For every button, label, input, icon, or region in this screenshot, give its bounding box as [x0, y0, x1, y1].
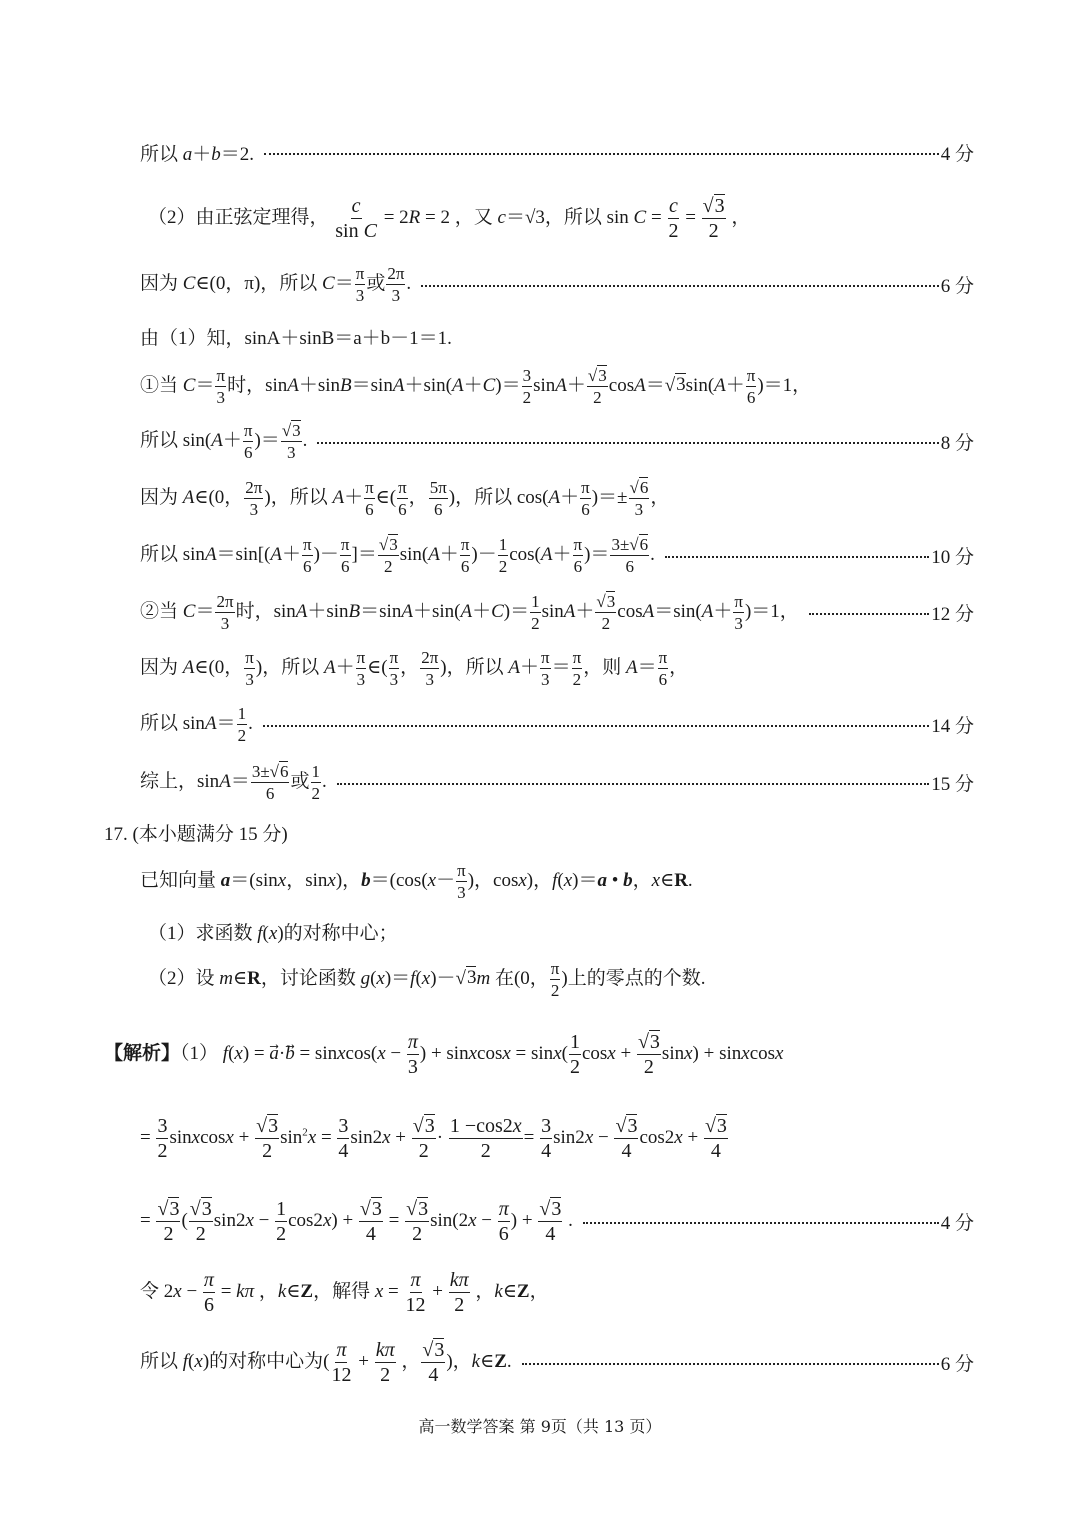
answer-line-5 — [140, 358, 974, 414]
score-label: 12 分 — [931, 603, 974, 625]
dot-leader — [809, 613, 929, 615]
answer-line-4 — [140, 308, 974, 364]
line-text: （2）设 m∈R，讨论函数 g(x)＝f(x)－√3m 在(0， $\frac{\pi}{2}$ )上的零点的个数. — [148, 958, 706, 1000]
score-label: 6 分 — [940, 1353, 974, 1375]
dot-leader — [583, 1222, 939, 1224]
question-statement — [140, 853, 974, 909]
dot-leader — [522, 1363, 939, 1365]
score-label: 10 分 — [931, 546, 974, 568]
line-text: ①当 C＝ $\frac{\pi}{3}$ 时，sinA＋sinB＝sinA＋sin(A＋C)＝ $\frac{3}{2}$ sinA＋ $\frac{√3}{2}$ cosA＝√3sin(A＋ $\frac{\pi}{6}$ )＝1， — [140, 365, 812, 407]
answer-line-7 — [140, 470, 974, 526]
solution-line-5 — [140, 1334, 974, 1390]
page-footer: 高一数学答案 第 9页（共 13 页） — [418, 1417, 662, 1436]
solution-line-3 — [140, 1193, 974, 1249]
answer-line-9 — [140, 584, 974, 640]
line-text: 因为 C∈(0，π)，所以 C＝ $\frac{\pi}{3}$ 或 $\frac{2\pi}{3}$ . — [140, 263, 412, 305]
solution-line-1 — [104, 1026, 974, 1082]
answer-line-2 — [148, 190, 974, 246]
question-part-2 — [148, 951, 974, 1007]
solution-line-2 — [140, 1110, 974, 1166]
dot-leader — [337, 783, 929, 785]
answer-line-10 — [140, 640, 974, 696]
line-text: 所以 a＋b＝2. — [140, 143, 255, 165]
answer-line-1 — [140, 124, 974, 180]
line-text: （1）求函数 f(x)的对称中心； — [148, 922, 398, 944]
answer-line-8 — [140, 527, 974, 583]
dot-leader — [263, 725, 929, 727]
line-text: 由（1）知，sinA＋sinB＝a＋b－1＝1. — [140, 327, 452, 349]
line-text: = $\frac{√3}{2}$ ( $\frac{√3}{2}$ sin2x − $\frac{1}{2}$ cos2x) + $\frac{√3}{4}$ = $\frac{√3}{2}$ sin(2x − $\frac{\pi}{6}$ ) + $\frac{√3}{4}$ . — [140, 1197, 573, 1245]
answer-line-12 — [140, 754, 974, 810]
line-text: （2）由正弦定理得， $\frac{c}{\text{sin C}}$ = 2R = 2 ，又 c＝√3，所以 sin C = $\frac{c}{2}$ = $\frac{√3}{2}$ ， — [148, 194, 751, 242]
answer-line-3 — [140, 256, 974, 312]
dot-leader — [264, 153, 939, 155]
question-heading — [104, 804, 974, 860]
line-text: 17. (本小题满分 15 分) — [104, 823, 288, 845]
score-label: 8 分 — [940, 432, 974, 454]
score-label: 15 分 — [931, 773, 974, 795]
score-label: 4 分 — [940, 1212, 974, 1234]
score-label: 6 分 — [940, 275, 974, 297]
line-text: 令 2x − $\frac{\pi}{6}$ = kπ ，k∈Z，解得 x = $\frac{\pi}{12}$ + $\frac{k\pi}{2}$ ，k∈Z， — [140, 1268, 549, 1316]
line-text: 所以 sinA＝sin[(A＋ $\frac{\pi}{6}$ )－ $\frac{\pi}{6}$ ]＝ $\frac{√3}{2}$ sin(A＋ $\frac{\pi}{6}$ )－ $\frac{1}{2}$ cos(A＋ $\frac{\pi}{6}$ )＝ $\frac{3\pm√6}{6}$ . — [140, 534, 655, 576]
line-text: 所以 f(x)的对称中心为( $\frac{\pi}{12}$ + $\frac{k\pi}{2}$ ， $\frac{√3}{4}$ )，k∈Z. — [140, 1338, 512, 1386]
dot-leader — [421, 285, 939, 287]
dot-leader — [317, 442, 938, 444]
line-text: 综上，sinA＝ $\frac{3\pm√6}{6}$ 或 $\frac{1}{2}$ . — [140, 761, 327, 803]
line-text: 因为 A∈(0， $\frac{2\pi}{3}$ )，所以 A＋ $\frac{\pi}{6}$ ∈( $\frac{\pi}{6}$ ， $\frac{5\pi}{6}$ )，所以 cos(A＋ $\frac{\pi}{6}$ )＝± $\frac{√6}{3}$ ， — [140, 477, 670, 519]
line-text: ②当 C＝ $\frac{2\pi}{3}$ 时，sinA＋sinB＝sinA＋sin(A＋C)＝ $\frac{1}{2}$ sinA＋ $\frac{√3}{2}$ cosA＝sin(A＋ $\frac{\pi}{3}$ )＝1， — [140, 591, 799, 633]
dot-leader — [665, 556, 929, 558]
line-text: 已知向量 a＝(sinx，sinx)，b＝(cos(x－ $\frac{\pi}{3}$ )，cosx)，f(x)＝a • b，x∈R. — [140, 860, 693, 902]
solution-line-4 — [140, 1264, 974, 1320]
answer-line-6 — [140, 413, 974, 469]
line-text: = $\frac{3}{2}$ sinxcosx + $\frac{√3}{2}$ $\sin^2x$ = $\frac{3}{4}$ sin2x + $\frac{√3}{2}$ · $\frac{1 -\cos 2x}{2}$ = $\frac{3}{4}$ sin2x − $\frac{√3}{4}$ cos2x + $\frac{√3}{4}$ — [140, 1114, 727, 1162]
line-text: 【解析】（1） f(x) = a⃗·b⃗ = sinxcos(x − $\frac{\pi}{3}$ ) + sinxcosx = sinx( $\frac{1}{2}$ cosx + $\frac{√3}{2}$ sinx) + sinxcosx — [104, 1030, 784, 1078]
answer-line-11 — [140, 696, 974, 752]
line-text: 所以 sin(A＋ $\frac{\pi}{6}$ )＝ $\frac{√3}{3}$ . — [140, 420, 308, 462]
score-label: 4 分 — [940, 143, 974, 165]
line-text: 因为 A∈(0， $\frac{\pi}{3}$ )，所以 A＋ $\frac{\pi}{3}$ ∈( $\frac{\pi}{3}$ ， $\frac{2\pi}{3}$ )，所以 A＋ $\frac{\pi}{3}$ ＝ $\frac{\pi}{2}$ ，则 A＝ $\frac{\pi}{6}$ ， — [140, 647, 689, 689]
line-text: 所以 sinA＝ $\frac{1}{2}$ . — [140, 703, 253, 745]
score-label: 14 分 — [931, 715, 974, 737]
